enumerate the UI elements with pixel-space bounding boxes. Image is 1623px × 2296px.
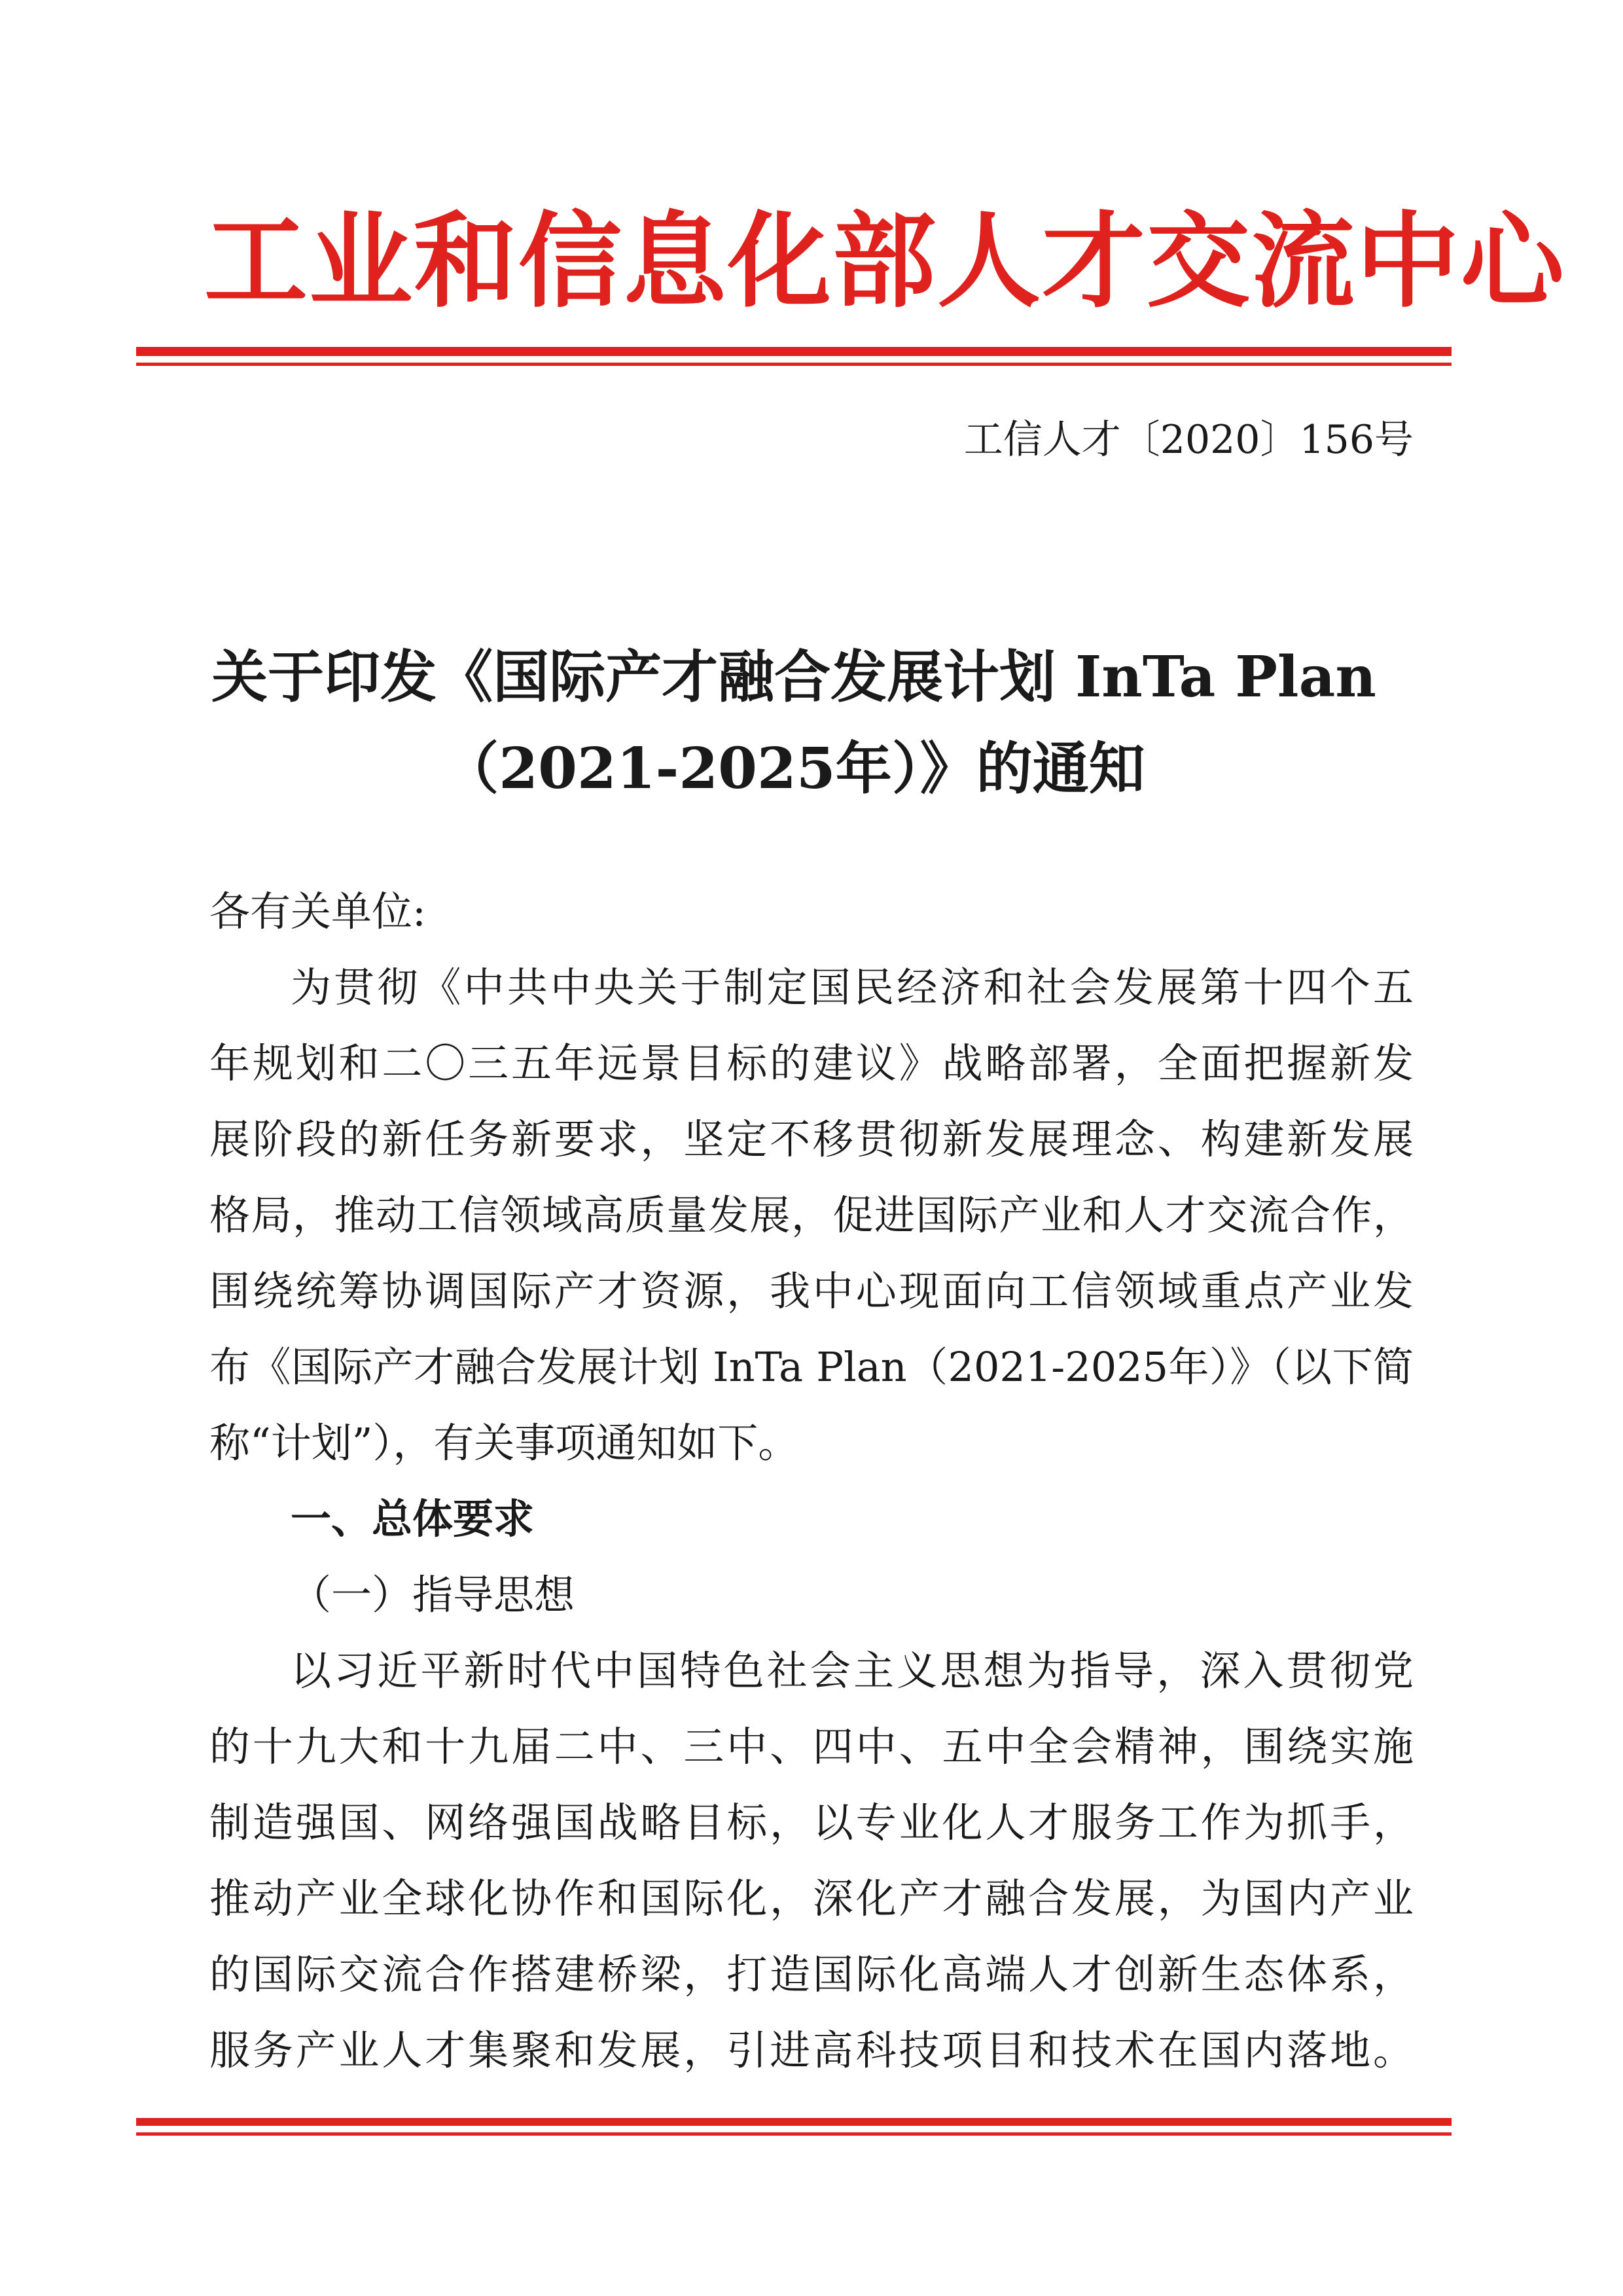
document-number: 工信人才〔2020〕156号 (963, 417, 1414, 463)
org-masthead: 工业和信息化部人才交流中心 (204, 201, 1565, 322)
footer-rule-thin (136, 2132, 1452, 2136)
paragraph-line: 围绕统筹协调国际产才资源，我中心现面向工信领域重点产业发 (209, 1267, 1414, 1315)
section-heading: 一、总体要求 (291, 1495, 535, 1543)
document-title-line-1: 关于印发《国际产才融合发展计划 InTa Plan (211, 644, 1376, 710)
paragraph-line: 格局，推动工信领域高质量发展，促进国际产业和人才交流合作， (209, 1191, 1414, 1239)
header-rule-thin (136, 363, 1452, 366)
paragraph-1 (209, 950, 1414, 1481)
paragraph-line: 以习近平新时代中国特色社会主义思想为指导，深入贯彻党 (291, 1647, 1414, 1695)
paragraph-line: 年规划和二〇三五年远景目标的建议》战略部署，全面把握新发 (209, 1039, 1414, 1087)
salutation: 各有关单位: (209, 888, 426, 935)
paragraph-line: 服务产业人才集聚和发展，引进高科技项目和技术在国内落地。 (209, 2026, 1414, 2074)
document-title-line-2: （2021-2025年）》的通知 (442, 736, 1145, 802)
paragraph-2 (209, 1633, 1414, 2089)
paragraph-line: 的国际交流合作搭建桥梁，打造国际化高端人才创新生态体系， (209, 1950, 1414, 1998)
paragraph-line: 的十九大和十九届二中、三中、四中、五中全会精神，围绕实施 (209, 1723, 1414, 1770)
paragraph-line: 为贯彻《中共中央关于制定国民经济和社会发展第十四个五 (291, 963, 1414, 1011)
footer-rule-thick (136, 2118, 1452, 2126)
paragraph-line: 推动产业全球化协作和国际化，深化产才融合发展，为国内产业 (209, 1874, 1414, 1922)
paragraph-line: 称“计划”），有关事项通知如下。 (209, 1419, 799, 1467)
header-rule-thick (136, 347, 1452, 356)
paragraph-line: 展阶段的新任务新要求，坚定不移贯彻新发展理念、构建新发展 (209, 1115, 1414, 1163)
section-subheading: （一）指导思想 (291, 1571, 575, 1619)
paragraph-line: 制造强国、网络强国战略目标，以专业化人才服务工作为抓手， (209, 1799, 1414, 1846)
paragraph-line: 布《国际产才融合发展计划 InTa Plan（2021-2025年）》（以下简 (209, 1343, 1414, 1391)
